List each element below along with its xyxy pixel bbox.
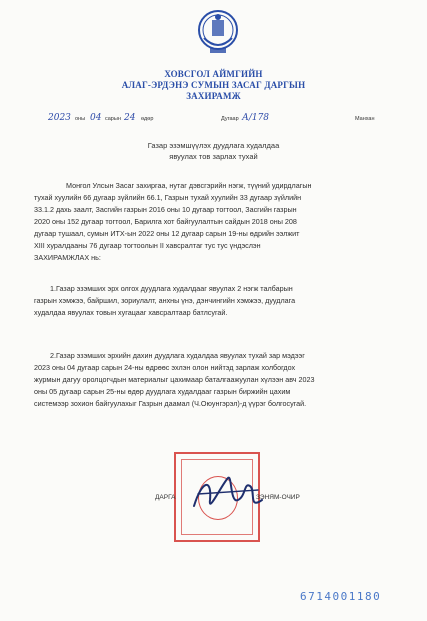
body-line: газрын хэмжээ, байршил, зориулалт, анхны үнэ, дэнчингийн хэмжээ, дуудлага (34, 296, 296, 305)
body-line: тухай хуулийн 66 дугаар зүйлийн 66.1, Газрын тухай хуулийн 33 дугаар зүйлийн (34, 193, 302, 202)
body-line: 2.Газар эзэмших эрхийн дахин дуудлага худалдаа явуулах тухай зар мэдээг (50, 351, 305, 360)
body-line: системээр зохион байгуулахыг Газрын даамал (Ч.Оюунгэрэл)-д үүрэг болгосугай. (34, 399, 307, 408)
date-month: 04 (90, 113, 102, 123)
signatory-name: ЗЭНЯМ-ОЧИР (256, 494, 300, 501)
body-line: XIII хуралдааны 76 дугаар тогтоолын II хавсралтаг тус тус үндэслэн (34, 241, 261, 250)
body-line: худалдаа явуулах товын хугацааг хавсралтаар батлсугай. (34, 308, 228, 317)
signatory-title: ДАРГА (155, 494, 176, 501)
body-line: дугаар тушаал, сумын ИТХ-ын 2022 оны 12 дугаар сарын 19-ны өдрийн ээлжит (34, 229, 300, 238)
serial-number: 6714001180 (300, 590, 382, 603)
header-sum-governor: АЛАГ-ЭРДЭНЭ СУМЫН ЗАСАГ ДАРГЫН (121, 80, 306, 90)
body-line: ЗАХИРАМЖЛАХ нь: (34, 253, 101, 262)
body-line: 2020 оны 152 дугаар тогтоол, Барилга хот байгуулалтын сайдын 2018 оны 208 (34, 217, 297, 226)
date-number-row (0, 113, 427, 127)
document-number: А/178 (242, 113, 270, 123)
state-emblem-icon (196, 8, 240, 56)
title-line: явуулах тов зарлах тухай (169, 152, 258, 161)
body-line: 1.Газар эзэмших эрх олгох дуудлага худалдааг явуулах 2 нэгж талбарын (50, 284, 293, 293)
body-line: 2023 оны 04 дугаар сарын 24-ны өдрөөс эхлэн олон нийтэд зарлаж холбогдох (34, 363, 296, 372)
issue-place: Манхан (355, 116, 375, 122)
date-year-label: оны (75, 116, 86, 122)
date-month-label: сарын (105, 116, 121, 122)
title-line: Газар эзэмшүүлэх дуудлага худалдаа (147, 141, 280, 150)
date-day: 24 (124, 113, 136, 123)
header-doc-type: ЗАХИРАМЖ (186, 91, 241, 101)
body-line: журмын дагуу оролцогчдын материалыг цахимаар баталгаажуулан хүлээн авч 2023 (34, 375, 315, 384)
date-year: 2023 (48, 113, 71, 123)
header-aimag: ХОВСГОЛ АЙМГИЙН (164, 69, 263, 79)
body-line: 33.1.2 дахь заалт, Засгийн газрын 2016 оны 10 дугаар тогтоол, Засгийн газрын (34, 205, 297, 214)
body-line: оны 05 дугаар сарын 25-ны өдөр дуудлага худалдааг газрын биржийн цахим (34, 387, 291, 396)
number-label: Дугаар (221, 116, 239, 122)
date-day-label: өдөр (141, 116, 154, 122)
document-title (0, 140, 427, 162)
body-line: Монгол Улсын Засаг захиргаа, нутаг дэвсгэрийн нэгж, түүний удирдлагын (66, 181, 312, 190)
